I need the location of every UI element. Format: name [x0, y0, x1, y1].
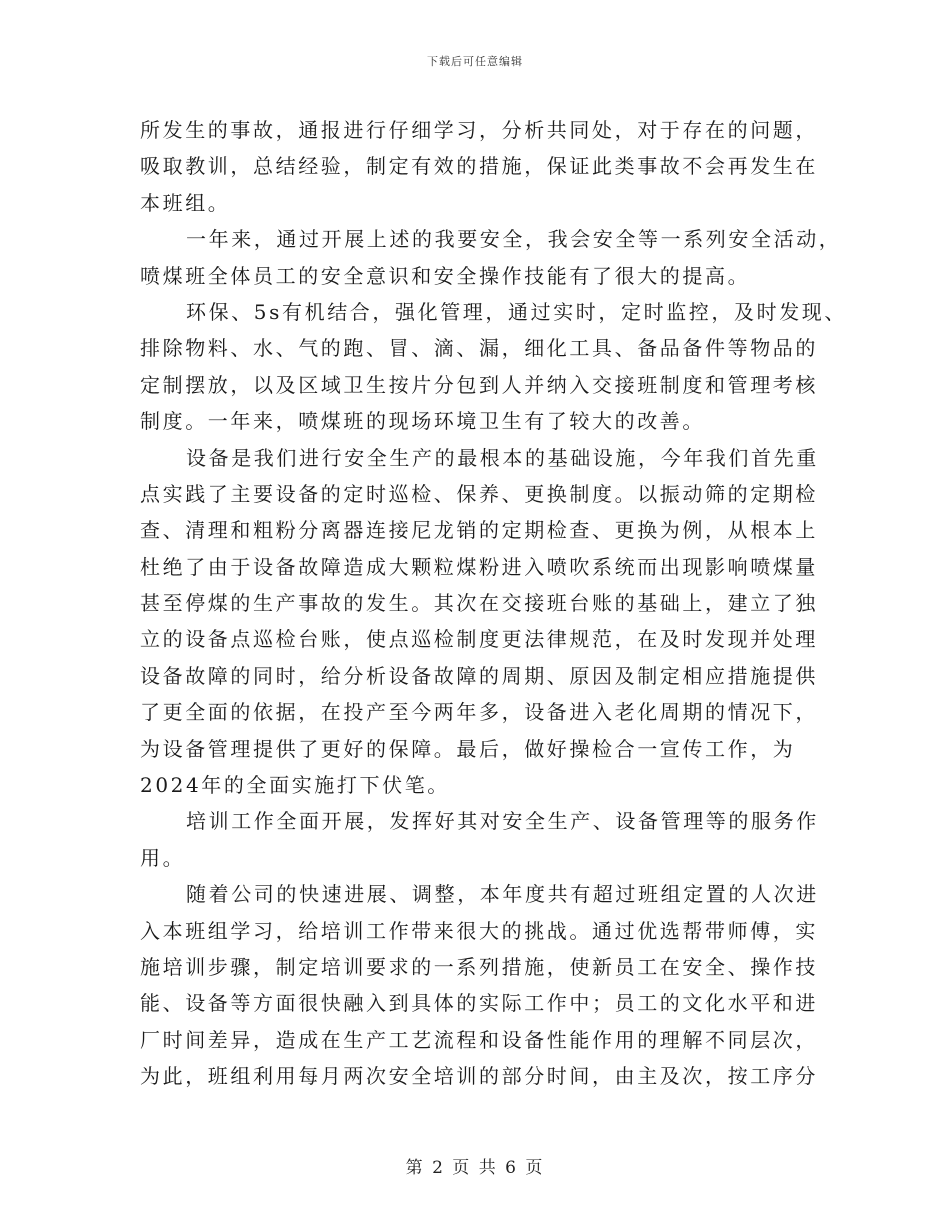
document-body — [140, 112, 847, 1095]
text-line: 为设备管理提供了更好的保障。最后，做好操检合一宣传工作，为 — [140, 736, 796, 761]
page-footer: 第 2 页 共 6 页 — [405, 1158, 545, 1178]
text-line: 查、清理和粗粉分离器连接尼龙销的定期检查、更换为例，从根本上 — [140, 518, 818, 543]
text-line: 杜绝了由于设备故障造成大颗粒煤粉进入喷吹系统而出现影响喷煤量 — [140, 554, 818, 579]
text-line: 施培训步骤，制定培训要求的一系列措施，使新员工在安全、操作技 — [140, 954, 818, 979]
text-line: 培训工作全面开展，发挥好其对安全生产、设备管理等的服务作 — [186, 809, 819, 834]
text-line: 能、设备等方面很快融入到具体的实际工作中；员工的文化水平和进 — [140, 991, 818, 1016]
text-line: 入本班组学习，给培训工作带来很大的挑战。通过优选帮带师傅，实 — [140, 918, 818, 943]
text-line: 用。 — [140, 845, 186, 870]
text-line: 随着公司的快速进展、调整，本年度共有超过班组定置的人次进 — [186, 882, 819, 907]
page-header: 下载后可任意编辑 — [427, 55, 523, 68]
text-line: 吸取教训，总结经验，制定有效的措施，保证此类事故不会再发生在 — [140, 154, 818, 179]
text-line: 立的设备点巡检台账，使点巡检制度更法律规范，在及时发现并处理 — [140, 627, 818, 652]
text-line: 制度。一年来，喷煤班的现场环境卫生有了较大的改善。 — [140, 409, 705, 434]
text-line: 一年来，通过开展上述的我要安全，我会安全等一系列安全活动， — [186, 227, 842, 252]
text-line: 定制摆放，以及区域卫生按片分包到人并纳入交接班制度和管理考核 — [140, 372, 818, 397]
text-line: 点实践了主要设备的定时巡检、保养、更换制度。以振动筛的定期检 — [140, 481, 818, 506]
text-line: 为此，班组利用每月两次安全培训的部分时间，由主及次，按工序分 — [140, 1064, 818, 1089]
text-line: 设备是我们进行安全生产的最根本的基础设施，今年我们首先重 — [186, 445, 819, 470]
text-line: 了更全面的依据，在投产至今两年多，设备进入老化周期的情况下， — [140, 700, 818, 725]
text-line: 本班组。 — [140, 190, 231, 215]
text-line: 2024年的全面实施打下伏笔。 — [140, 773, 450, 798]
text-line: 排除物料、水、气的跑、冒、滴、漏，细化工具、备品备件等物品的 — [140, 336, 818, 361]
text-line: 所发生的事故，通报进行仔细学习，分析共同处，对于存在的问题， — [140, 118, 818, 142]
text-line: 设备故障的同时，给分析设备故障的周期、原因及制定相应措施提供 — [140, 663, 818, 688]
text-line: 厂时间差异，造成在生产工艺流程和设备性能作用的理解不同层次， — [140, 1027, 818, 1052]
text-line: 环保、5s有机结合，强化管理，通过实时，定时监控，及时发现、 — [186, 299, 847, 324]
text-line: 甚至停煤的生产事故的发生。其次在交接班台账的基础上，建立了独 — [140, 591, 818, 616]
text-line: 喷煤班全体员工的安全意识和安全操作技能有了很大的提高。 — [140, 263, 751, 288]
